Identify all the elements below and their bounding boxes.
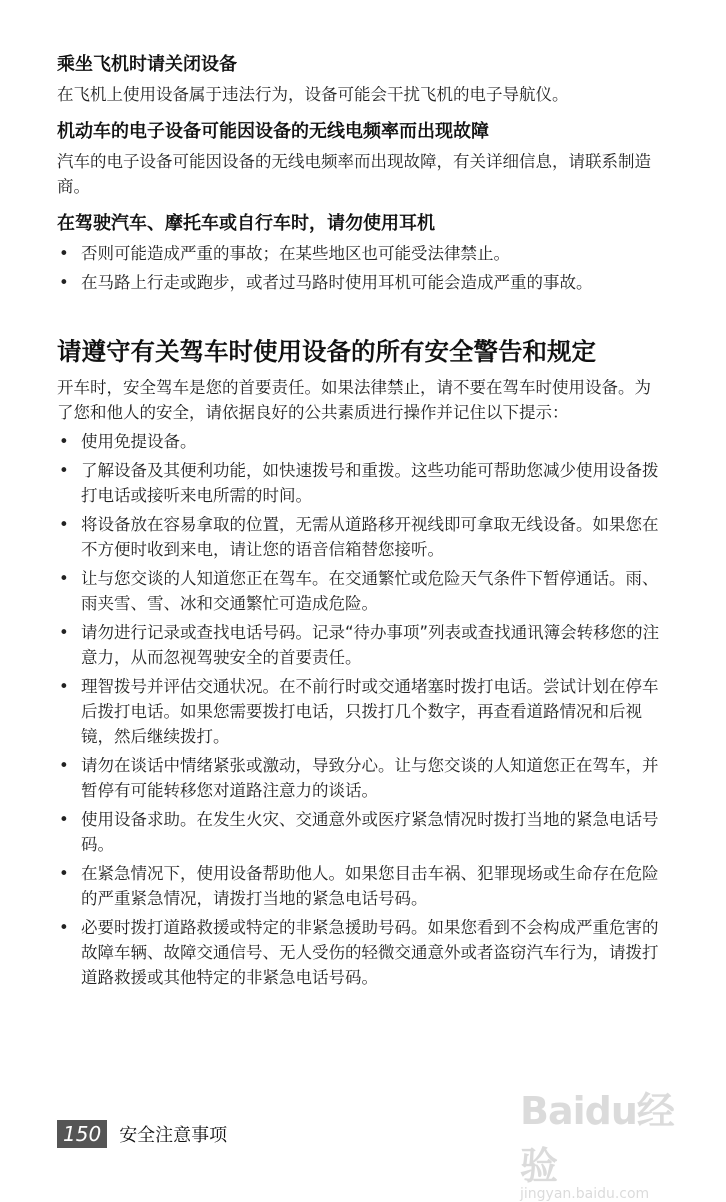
list-item — [57, 270, 667, 295]
footer-section-label: 安全注意事项 — [119, 1125, 228, 1146]
list-item-text: 使用设备求助。在发生火灾、交通意外或医疗紧急情况时拨打当地的紧急电话号码。 — [81, 810, 659, 854]
bullet-glyph: • — [59, 515, 69, 534]
list-item — [57, 915, 667, 990]
list-item-text: 在紧急情况下，使用设备帮助他人。如果您目击车祸、犯罪现场或生命存在危险的严重紧急情况，请拨打当地的紧急电话号码。 — [81, 864, 659, 908]
section-airplane — [57, 52, 667, 107]
list-item — [57, 674, 667, 749]
baidu-watermark — [520, 1080, 710, 1202]
list-item-text: 了解设备及其便利功能，如快速拨号和重拨。这些功能可帮助您减少使用设备拨打电话或接听来电所需的时间。 — [81, 461, 659, 505]
list-item-text: 请勿在谈话中情绪紧张或激动，导致分心。让与您交谈的人知道您正在驾车，并暂停有可能转移您对道路注意力的谈话。 — [81, 756, 659, 800]
list-item-text: 使用免提设备。 — [81, 432, 197, 451]
bullet-list — [57, 241, 667, 295]
list-item-text: 请勿进行记录或查找电话号码。记录“待办事项”列表或查找通讯簿会转移您的注意力，从而忽视驾驶安全的首要责任。 — [81, 623, 660, 667]
list-item — [57, 807, 667, 857]
bullet-glyph: • — [59, 677, 69, 696]
driving-tips-list — [57, 429, 667, 990]
bullet-glyph: • — [59, 623, 69, 642]
list-item-text: 否则可能造成严重的事故；在某些地区也可能受法律禁止。 — [81, 244, 510, 263]
page-number: 150 — [57, 1120, 107, 1148]
section-headphones — [57, 211, 667, 295]
section-body: 在飞机上使用设备属于违法行为，设备可能会干扰飞机的电子导航仪。 — [57, 85, 569, 104]
list-item — [57, 512, 667, 562]
section-body: 汽车的电子设备可能因设备的无线电频率而出现故障，有关详细信息，请联系制造商。 — [57, 152, 651, 196]
list-item — [57, 241, 667, 266]
list-item-text: 在马路上行走或跑步，或者过马路时使用耳机可能会造成严重的事故。 — [81, 273, 593, 292]
section-vehicle-electronics — [57, 119, 667, 199]
section-title: 乘坐飞机时请关闭设备 — [57, 54, 237, 75]
bullet-glyph: • — [59, 810, 69, 829]
document-page — [57, 52, 667, 994]
bullet-glyph: • — [59, 864, 69, 883]
bullet-glyph: • — [59, 756, 69, 775]
bullet-glyph: • — [59, 461, 69, 480]
bullet-glyph: • — [59, 244, 69, 263]
list-item — [57, 429, 667, 454]
section-title: 机动车的电子设备可能因设备的无线电频率而出现故障 — [57, 121, 489, 142]
list-item-text: 理智拨号并评估交通状况。在不前行时或交通堵塞时拨打电话。尝试计划在停车后拨打电话。如果您需要拨打电话，只拨打几个数字，再查看道路情况和后视镜，然后继续拨打。 — [81, 677, 659, 746]
bullet-glyph: • — [59, 432, 69, 451]
list-item — [57, 566, 667, 616]
bullet-glyph: • — [59, 569, 69, 588]
bullet-glyph: • — [59, 273, 69, 292]
list-item — [57, 620, 667, 670]
watermark-logo: Baidu经验 — [520, 1089, 674, 1188]
list-item-text: 必要时拨打道路救援或特定的非紧急援助号码。如果您看到不会构成严重危害的故障车辆、故障交通信号、无人受伤的轻微交通意外或者盗窃汽车行为，请拨打道路救援或其他特定的非紧急电话号码。 — [81, 918, 659, 987]
list-item — [57, 753, 667, 803]
list-item — [57, 458, 667, 508]
list-item-text: 将设备放在容易拿取的位置，无需从道路移开视线即可拿取无线设备。如果您在不方便时收到来电，请让您的语音信箱替您接听。 — [81, 515, 659, 559]
main-heading: 请遵守有关驾车时使用设备的所有安全警告和规定 — [57, 337, 596, 366]
list-item-text: 让与您交谈的人知道您正在驾车。在交通繁忙或危险天气条件下暂停通话。雨、雨夹雪、雪、冰和交通繁忙可造成危险。 — [81, 569, 659, 613]
watermark-url: jingyan.baidu.com — [520, 1186, 650, 1202]
section-title: 在驾驶汽车、摩托车或自行车时，请勿使用耳机 — [57, 213, 435, 234]
page-footer — [57, 1120, 227, 1148]
list-item — [57, 861, 667, 911]
main-intro: 开车时，安全驾车是您的首要责任。如果法律禁止，请不要在驾车时使用设备。为了您和他人的安全，请依据良好的公共素质进行操作并记住以下提示： — [57, 378, 651, 422]
bullet-glyph: • — [59, 918, 69, 937]
